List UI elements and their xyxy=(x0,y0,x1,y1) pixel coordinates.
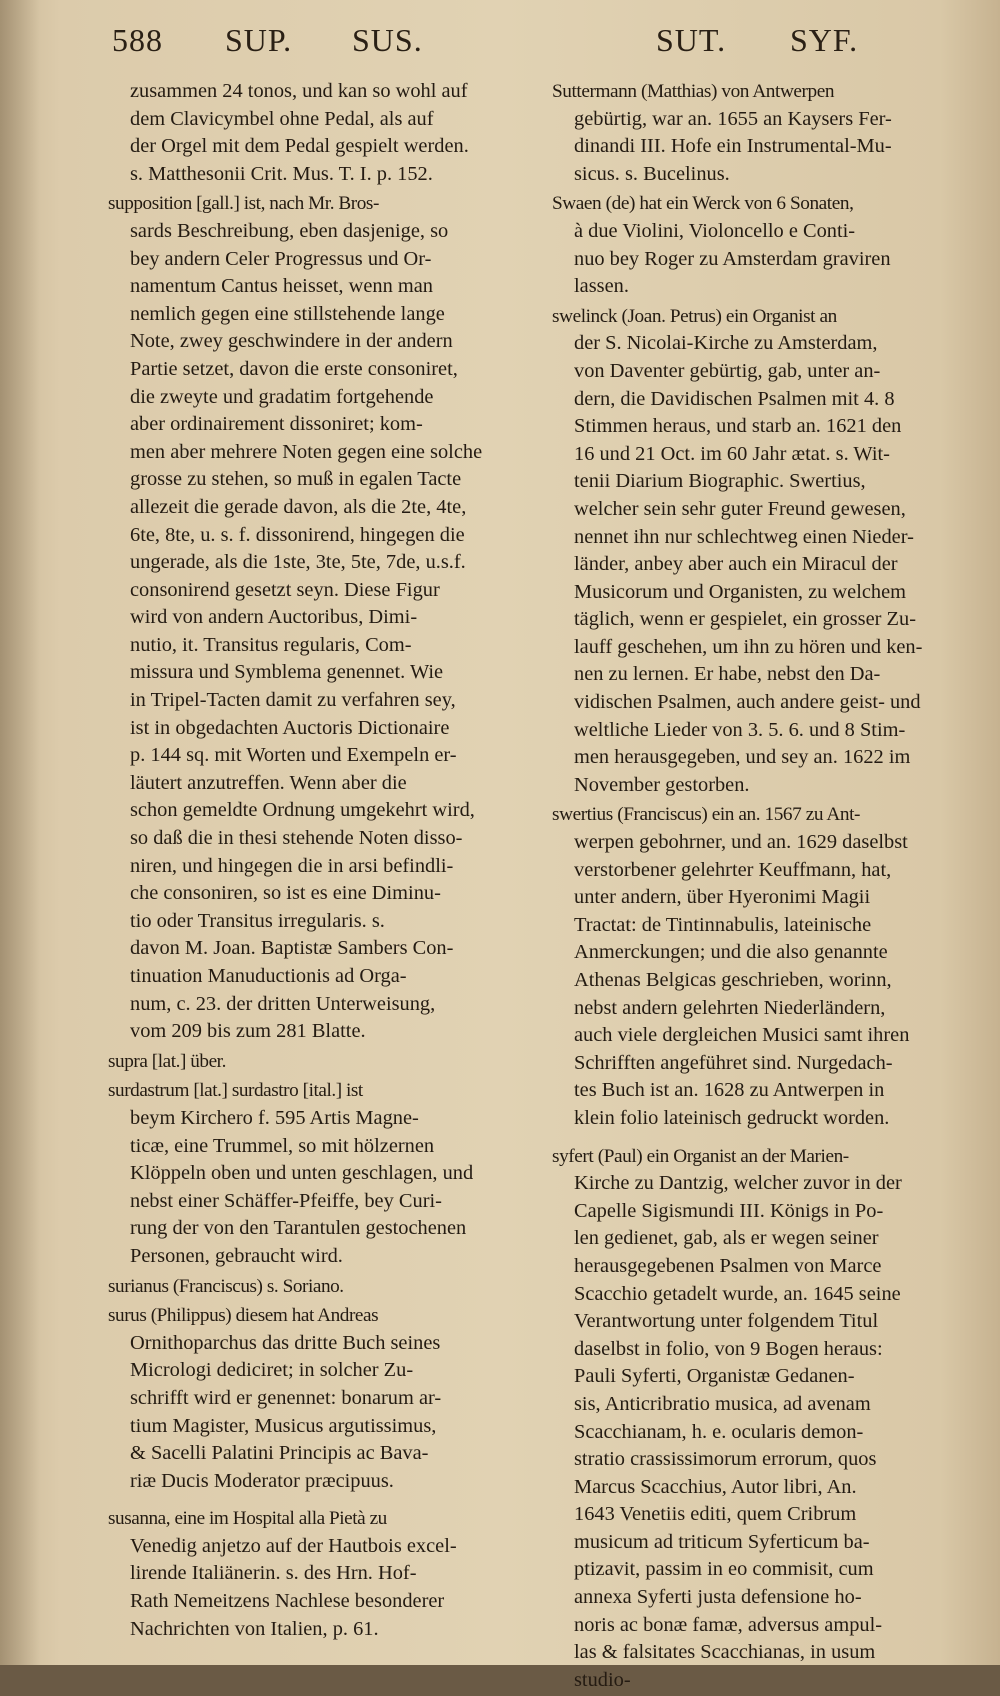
entry-line: ptizavit, passim in eo commisit, cum xyxy=(574,1558,874,1581)
entry-line: Musicorum und Organisten, zu welchem xyxy=(574,580,907,603)
entry-line: Ornithoparchus das dritte Buch seines xyxy=(130,1331,441,1354)
entry-line: tinuation Manuductionis ad Orga- xyxy=(130,965,407,987)
entry-line: Stimmen heraus, und starb an. 1621 den xyxy=(574,415,902,438)
page-number: 588 xyxy=(112,22,163,58)
entry-line: Verantwortung unter folgendem Titul xyxy=(574,1310,879,1333)
dictionary-entry xyxy=(552,801,960,1132)
entry-line: gebürtig, war an. 1655 an Kaysers Fer- xyxy=(574,107,892,130)
entry-line: aber ordinairement dissoniret; kom- xyxy=(130,413,423,436)
entry-line: surus (Philippus) diesem hat Andreas xyxy=(108,1305,379,1327)
entry-line: täglich, wenn er gespielet, ein grosser Zu- xyxy=(574,608,916,631)
entry-line: auch viele dergleichen Musici samt ihren xyxy=(574,1024,910,1047)
entry-line: syfert (Paul) ein Organist an der Marien- xyxy=(552,1145,849,1167)
entry-line: riæ Ducis Moderator præcipuus. xyxy=(130,1469,394,1492)
entry-line: verstorbener gelehrter Keuffmann, hat, xyxy=(574,858,892,881)
entry-line: Scacchio getadelt wurde, an. 1645 seine xyxy=(574,1282,901,1305)
entry-line: der Orgel mit dem Pedal gespielt werden. xyxy=(130,135,469,158)
entry-line: swertius (Franciscus) ein an. 1567 zu Ant- xyxy=(552,804,860,826)
entry-line: sicus. s. Bucelinus. xyxy=(574,162,730,185)
entry-line: nennet ihn nur schlechtweg einen Nieder- xyxy=(574,525,914,548)
entry-line: à due Violini, Violoncello e Conti- xyxy=(574,219,856,242)
entry-line: rung der von den Tarantulen gestochenen xyxy=(130,1217,467,1240)
entry-line: nemlich gegen eine stillstehende lange xyxy=(130,302,445,325)
entry-line: tenii Diarium Biographic. Swertius, xyxy=(574,470,866,493)
entry-line: p. 144 sq. mit Worten und Exempeln er- xyxy=(130,744,457,767)
entry-line: 16 und 21 Oct. im 60 Jahr ætat. s. Wit- xyxy=(574,442,890,465)
entry-line: supra [lat.] über. xyxy=(108,1050,226,1072)
entry-line: November gestorben. xyxy=(574,773,750,796)
entry-line: nebst einer Schäffer-Pfeiffe, bey Curi- xyxy=(130,1189,442,1212)
entry-line: Venedig anjetzo auf der Hautbois excel- xyxy=(130,1534,457,1557)
entry-line: vom 209 bis zum 281 Blatte. xyxy=(130,1020,366,1043)
dictionary-entry xyxy=(108,1048,498,1076)
entry-line: tio oder Transitus irregularis. s. xyxy=(130,909,385,932)
entry-line: Partie setzet, davon die erste consoniret, xyxy=(130,357,458,380)
entry-line: noris ac bonæ famæ, adversus ampul- xyxy=(574,1613,883,1636)
right-column xyxy=(552,78,960,1696)
entry-line: weltliche Lieder von 3. 5. 6. und 8 Stim- xyxy=(574,718,906,741)
entry-line: Klöppeln oben und unten geschlagen, und xyxy=(130,1162,474,1185)
entry-line: ungerade, als die 1ste, 3te, 5te, 7de, u.s.f. xyxy=(130,551,466,574)
dictionary-entry xyxy=(552,78,960,188)
entry-line: Anmerckungen; und die also genannte xyxy=(574,941,888,964)
entry-line: herausgegebenen Psalmen von Marce xyxy=(574,1254,882,1277)
entry-line: swelinck (Joan. Petrus) ein Organist an xyxy=(552,305,837,327)
entry-line: welcher sein sehr guter Freund gewesen, xyxy=(574,497,906,520)
entry-line: ticæ, eine Trummel, so mit hölzernen xyxy=(130,1134,435,1157)
entry-line: consonirend gesetzt seyn. Diese Figur xyxy=(130,578,440,601)
entry-line: daselbst in folio, von 9 Bogen heraus: xyxy=(574,1337,883,1360)
entry-line: surianus (Franciscus) s. Soriano. xyxy=(108,1275,344,1297)
entry-line: sards Beschreibung, eben dasjenige, so xyxy=(130,219,449,242)
entry-line: studio- xyxy=(574,1668,631,1691)
entry-line: Scacchianam, h. e. ocularis demon- xyxy=(574,1420,864,1443)
entry-line: Personen, gebraucht wird. xyxy=(130,1244,343,1267)
entry-line: so daß die in thesi stehende Noten disso- xyxy=(130,827,463,850)
right-running-head-1: SUT. xyxy=(656,22,727,58)
entry-line: surdastrum [lat.] surdastro [ital.] ist xyxy=(108,1080,363,1102)
entry-line: wird von andern Auctoribus, Dimi- xyxy=(130,606,418,629)
left-column xyxy=(108,78,498,1645)
entry-line: musicum ad triticum Syferticum ba- xyxy=(574,1530,870,1553)
entry-line: von Daventer gebürtig, gab, unter an- xyxy=(574,359,881,382)
entry-line: vidischen Psalmen, auch andere geist- und xyxy=(574,691,921,714)
entry-line: Rath Nemeitzens Nachlese besonderer xyxy=(130,1590,445,1613)
entry-line: lassen. xyxy=(574,275,629,298)
entry-line: lirende Italiänerin. s. des Hrn. Hof- xyxy=(130,1562,417,1585)
entry-line: 6te, 8te, u. s. f. dissonirend, hingegen die xyxy=(130,523,465,546)
entry-line: Athenas Belgicas geschrieben, worinn, xyxy=(574,969,892,991)
entry-line: Kirche zu Dantzig, welcher zuvor in der xyxy=(574,1172,902,1195)
entry-line: men herausgegeben, und sey an. 1622 im xyxy=(574,746,911,769)
page-spine-shadow xyxy=(0,0,40,1665)
entry-line: tium Magister, Musicus argutissimus, xyxy=(130,1414,437,1437)
entry-line: allezeit die gerade davon, als die 2te, 4te, xyxy=(130,495,467,518)
entry-line: werpen gebohrner, und an. 1629 daselbst xyxy=(574,831,908,854)
entry-line: bey andern Celer Progressus und Or- xyxy=(130,247,432,270)
entry-line: ist in obgedachten Auctoris Dictionaire xyxy=(130,716,450,739)
entry-line: 1643 Venetiis editi, quem Cribrum xyxy=(574,1503,857,1526)
entry-line: las & falsitates Scacchianas, in usum xyxy=(574,1641,876,1664)
dictionary-entry xyxy=(108,190,498,1045)
entry-line: Tractat: de Tintinnabulis, lateinische xyxy=(574,913,872,936)
entry-line: Schrifften angeführet sind. Nurgedach- xyxy=(574,1051,893,1074)
left-running-head-2: SUS. xyxy=(352,22,423,58)
entry-line: in Tripel-Tacten damit zu verfahren sey, xyxy=(130,689,456,712)
entry-line: stratio crassissimorum errorum, quos xyxy=(574,1448,877,1471)
entry-line: dem Clavicymbel ohne Pedal, als auf xyxy=(130,107,434,130)
entry-line: che consoniren, so ist es eine Diminu- xyxy=(130,882,441,905)
entry-line: klein folio lateinisch gedruckt worden. xyxy=(574,1106,890,1129)
dictionary-entry xyxy=(108,1273,498,1301)
entry-line: & Sacelli Palatini Principis ac Bava- xyxy=(130,1442,429,1465)
entry-line: nuo bey Roger zu Amsterdam graviren xyxy=(574,247,891,270)
entry-line: num, c. 23. der dritten Unterweisung, xyxy=(130,992,436,1015)
dictionary-entry xyxy=(552,190,960,300)
dictionary-entry xyxy=(552,303,960,800)
entry-line: nutio, it. Transitus regularis, Com- xyxy=(130,633,412,656)
entry-line: niren, und hingegen die in arsi befindli- xyxy=(130,854,454,877)
entry-line: s. Matthesonii Crit. Mus. T. I. p. 152. xyxy=(130,162,433,185)
left-running-head-1: SUP. xyxy=(225,22,293,58)
entry-line: lauff geschehen, um ihn zu hören und ken- xyxy=(574,635,923,658)
entry-line: läutert anzutreffen. Wenn aber die xyxy=(130,771,407,794)
dictionary-entry xyxy=(552,1143,960,1695)
entry-line: grosse zu stehen, so muß in egalen Tacte xyxy=(130,468,462,491)
entry-line: nebst andern gelehrten Niederländern, xyxy=(574,996,886,1019)
entry-line: len gedienet, gab, als er wegen seiner xyxy=(574,1227,879,1250)
entry-line: Nachrichten von Italien, p. 61. xyxy=(130,1617,379,1640)
entry-line: beym Kirchero f. 595 Artis Magne- xyxy=(130,1106,419,1129)
entry-line: nen zu lernen. Er habe, nebst den Da- xyxy=(574,663,881,686)
entry-line: dern, die Davidischen Psalmen mit 4. 8 xyxy=(574,387,895,410)
dictionary-entry xyxy=(108,1505,498,1643)
entry-line: Swaen (de) hat ein Werck von 6 Sonaten, xyxy=(552,193,854,215)
entry-line: unter andern, über Hyeronimi Magii xyxy=(574,886,871,909)
entry-line: länder, anbey aber auch ein Miracul der xyxy=(574,553,898,576)
entry-line: schrifft wird er genennet: bonarum ar- xyxy=(130,1386,442,1409)
entry-line: davon M. Joan. Baptistæ Sambers Con- xyxy=(130,937,454,960)
entry-line: tes Buch ist an. 1628 zu Antwerpen in xyxy=(574,1079,885,1102)
dictionary-entry xyxy=(108,1302,498,1495)
entry-line: annexa Syferti justa defensione ho- xyxy=(574,1586,862,1609)
dictionary-entry xyxy=(108,1077,498,1270)
entry-line: susanna, eine im Hospital alla Pietà zu xyxy=(108,1508,387,1530)
entry-line: namentum Cantus heisset, wenn man xyxy=(130,275,433,298)
entry-line: die zweyte und gradatim fortgehende xyxy=(130,385,434,408)
entry-line: Note, zwey geschwindere in der andern xyxy=(130,330,453,353)
entry-line: schon gemeldte Ordnung umgekehrt wird, xyxy=(130,799,475,822)
page-header xyxy=(0,22,1000,72)
entry-line: Pauli Syferti, Organistæ Gedanen- xyxy=(574,1365,855,1388)
entry-line: zusammen 24 tonos, und kan so wohl auf xyxy=(130,80,468,102)
entry-line: dinandi III. Hofe ein Instrumental-Mu- xyxy=(574,135,892,158)
entry-line: Micrologi dediciret; in solcher Zu- xyxy=(130,1359,414,1382)
entry-line: men aber mehrere Noten gegen eine solche xyxy=(130,440,483,463)
entry-line: Marcus Scacchius, Autor libri, An. xyxy=(574,1475,857,1498)
right-running-head-2: SYF. xyxy=(790,22,859,58)
entry-line: der S. Nicolai-Kirche zu Amsterdam, xyxy=(574,332,878,355)
entry-continuation xyxy=(108,78,498,188)
entry-line: Capelle Sigismundi III. Königs in Po- xyxy=(574,1199,884,1222)
entry-line: missura und Symblema genennet. Wie xyxy=(130,661,444,684)
entry-line: Suttermann (Matthias) von Antwerpen xyxy=(552,81,835,102)
entry-line: supposition [gall.] ist, nach Mr. Bros- xyxy=(108,193,379,215)
entry-line: sis, Anticribratio musica, ad avenam xyxy=(574,1392,871,1415)
